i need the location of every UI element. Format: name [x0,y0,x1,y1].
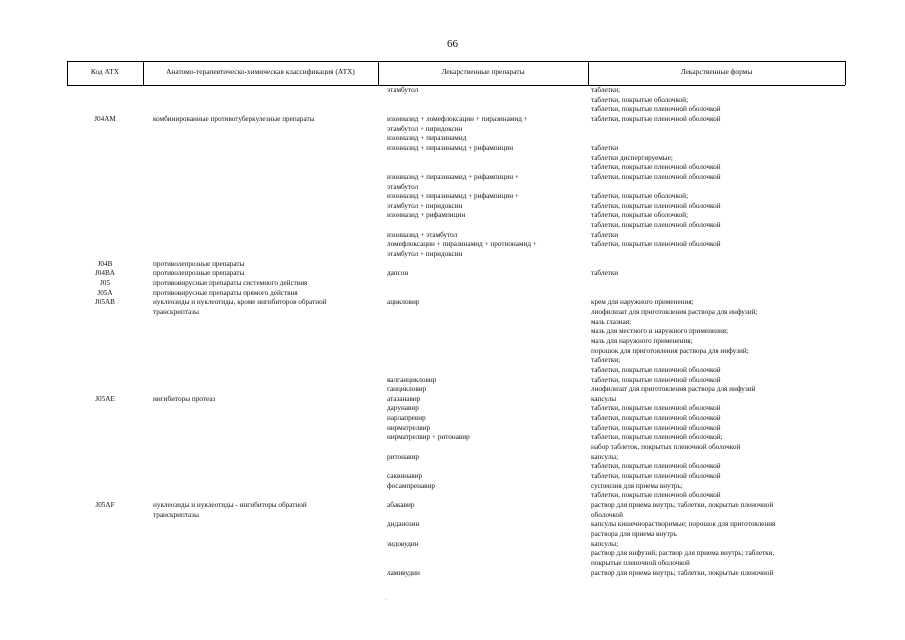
dosage-form-cell: таблетки, покрытые пленочной оболочкой [591,240,721,249]
drug-name-cell: нирматрелвир + ритонавир [387,433,470,442]
dosage-form-cell: мазь глазная; [591,317,632,326]
drug-name-cell: дарунавир [387,404,419,413]
dosage-form-cell: оболочкой [591,510,623,519]
drug-name-cell: изониазид + пиразинамид + рифампицин [387,143,514,152]
atc-code-cell: J04B [97,259,113,268]
drug-name-cell: изониазид + ломефлоксацин + пиразинамид + [387,115,528,123]
drug-name-cell: ломефлоксацин + пиразинамид + протионамид + [387,240,537,249]
atc-classification-cell: противолепрозные препараты [153,259,245,268]
dosage-form-cell: таблетки, покрытые пленочной оболочкой [591,201,721,210]
drug-name-cell: диданозин [387,520,420,529]
header-top-rule [67,61,845,62]
dosage-form-cell: таблетки, покрытые пленочной оболочкой; [591,433,723,442]
drug-name-cell: изониазид + рифампицин [387,211,466,220]
drug-name-cell: изониазид + этамбутол [387,230,458,239]
dosage-form-cell: таблетки, покрытые пленочной оболочкой [591,414,721,423]
atc-classification-cell: транскриптазы [153,510,199,519]
dosage-form-cell: таблетки; [591,86,621,94]
atc-code-cell: J05A [97,288,113,297]
drug-name-cell: этамбутол [387,182,419,191]
atc-classification-cell: ингибиторы протеаз [153,394,216,403]
atc-code-cell: J05 [100,279,110,287]
dosage-form-cell: раствора для приема внутрь [591,529,677,538]
drug-name-cell: этамбутол + пиридоксин [387,201,463,210]
dosage-form-cell: лиофилизат для приготовления раствора для инфузий; [591,308,758,316]
dosage-form-cell: таблетки, покрытые пленочной оболочкой [591,375,721,384]
drug-name-cell: атазанавир [387,394,421,403]
atc-classification-cell: нуклеозиды и нуклеотиды, кроме ингибиторов обратной [153,298,327,307]
dosage-form-cell: таблетки, покрытые пленочной оболочкой [591,491,721,500]
drug-name-cell: изониазид + пиразинамид + рифампицин + [387,172,519,181]
header-bottom-rule [67,85,845,86]
dosage-form-cell: капсулы кишечнорастворимые; порошок для приготовления [591,520,776,529]
dosage-form-cell: набор таблеток, покрытых пленочной оболочкой [591,443,741,452]
dosage-form-cell: раствор для приема внутрь; таблетки, покрытые пленочной [591,568,774,577]
drug-name-cell: зидовудин [387,539,419,548]
atc-code-cell: J05AE [95,394,115,403]
dosage-form-cell: крем для наружного применения; [591,298,694,307]
dosage-form-cell: капсулы; [591,539,619,548]
page-number: 66 [447,38,458,50]
drug-name-cell: нирматрелвир [387,423,431,432]
dosage-form-cell: таблетки [591,230,619,239]
dosage-form-cell: раствор для инфузий; раствор для приема внутрь; таблетки, [591,549,775,558]
drug-name-cell: абакавир [387,500,415,509]
drug-name-cell: изониазид + пиразинамид [387,134,467,143]
header-dosage-forms: Лекарственные формы [680,67,753,76]
dosage-form-cell: таблетки, покрытые пленочной оболочкой [591,115,721,123]
header-atc-classification: Анатомо-терапевтическо-химическая классификация (АТХ) [166,67,355,76]
dosage-form-cell: таблетки, покрытые оболочкой; [591,95,688,104]
atc-classification-cell: транскриптазы [153,308,199,316]
header-atc-code: Код АТХ [90,67,120,76]
drug-name-cell: саквинавир [387,472,423,480]
atc-classification-cell: противолепрозные препараты [153,269,245,278]
drug-name-cell: изониазид + пиразинамид + рифампицин + [387,192,519,201]
atc-classification-cell: противовирусные препараты системного действия [153,279,308,287]
drug-name-cell: фосампренавир [387,481,435,490]
atc-code-cell: J04AM [94,115,116,123]
dosage-form-cell: таблетки, покрытые пленочной оболочкой [591,105,721,114]
dosage-form-cell: таблетки, покрытые пленочной оболочкой [591,423,721,432]
drug-name-cell: этамбутол + пиридоксин [387,250,463,259]
atc-classification-cell: комбинированные противотуберкулезные препараты [153,115,315,123]
dosage-form-cell: порошок для приготовления раствора для инфузий; [591,346,749,355]
dosage-form-cell: лиофилизат для приготовления раствора для инфузий [591,385,756,394]
drug-name-cell: ацикловир [387,298,420,307]
dosage-form-cell: таблетки, покрытые пленочной оболочкой [591,365,721,374]
dosage-form-cell: таблетки, покрытые пленочной оболочкой [591,163,721,172]
drug-name-cell: валганцикловир [387,375,437,384]
drug-name-cell: дапсон [387,269,409,278]
dosage-form-cell: таблетки, покрытые пленочной оболочкой [591,221,721,230]
drug-name-cell: этамбутол [387,86,419,94]
drug-name-cell: ганцикловир [387,385,427,394]
dosage-form-cell: таблетки, покрытые пленочной оболочкой [591,462,721,471]
atc-classification-cell: противовирусные препараты прямого действия [153,288,298,297]
atc-code-cell: J05AF [95,500,115,509]
dosage-form-cell: мазь для местного и наружного применения; [591,327,729,336]
header-drugs: Лекарственные препараты [441,67,525,76]
dosage-form-cell: суспензия для приема внутрь; [591,481,683,490]
atc-classification-cell: нуклеозиды и нуклеотиды - ингибиторы обратной [153,500,307,509]
drug-name-cell: ритонавир [387,452,419,461]
drug-name-cell: ламивудин [387,568,420,577]
dosage-form-cell: таблетки [591,143,619,152]
dosage-form-cell: капсулы; [591,452,619,461]
dosage-form-cell: капсулы [591,394,617,403]
scan-mark: · [385,596,388,604]
drug-name-cell: этамбутол + пиридоксин [387,124,463,133]
dosage-form-cell: таблетки, покрытые оболочкой; [591,192,688,201]
dosage-form-cell: раствор для приема внутрь; таблетки, покрытые пленочной [591,500,774,509]
atc-code-cell: J05AB [95,298,115,307]
dosage-form-cell: покрытые пленочной оболочкой [591,558,690,567]
dosage-form-cell: таблетки [591,269,619,278]
column-divider [845,61,846,85]
dosage-form-cell: таблетки, покрытые пленочной оболочкой [591,472,721,480]
dosage-form-cell: мазь для наружного применения; [591,336,693,345]
dosage-form-cell: таблетки диспергируемые; [591,153,673,162]
drug-name-cell: нарлапревир [387,414,426,423]
dosage-form-cell: таблетки, покрытые пленочной оболочкой [591,172,721,181]
dosage-form-cell: таблетки, покрытые оболочкой; [591,211,688,220]
atc-code-cell: J04BA [95,269,115,278]
dosage-form-cell: таблетки; [591,356,621,365]
dosage-form-cell: таблетки, покрытые пленочной оболочкой [591,404,721,413]
